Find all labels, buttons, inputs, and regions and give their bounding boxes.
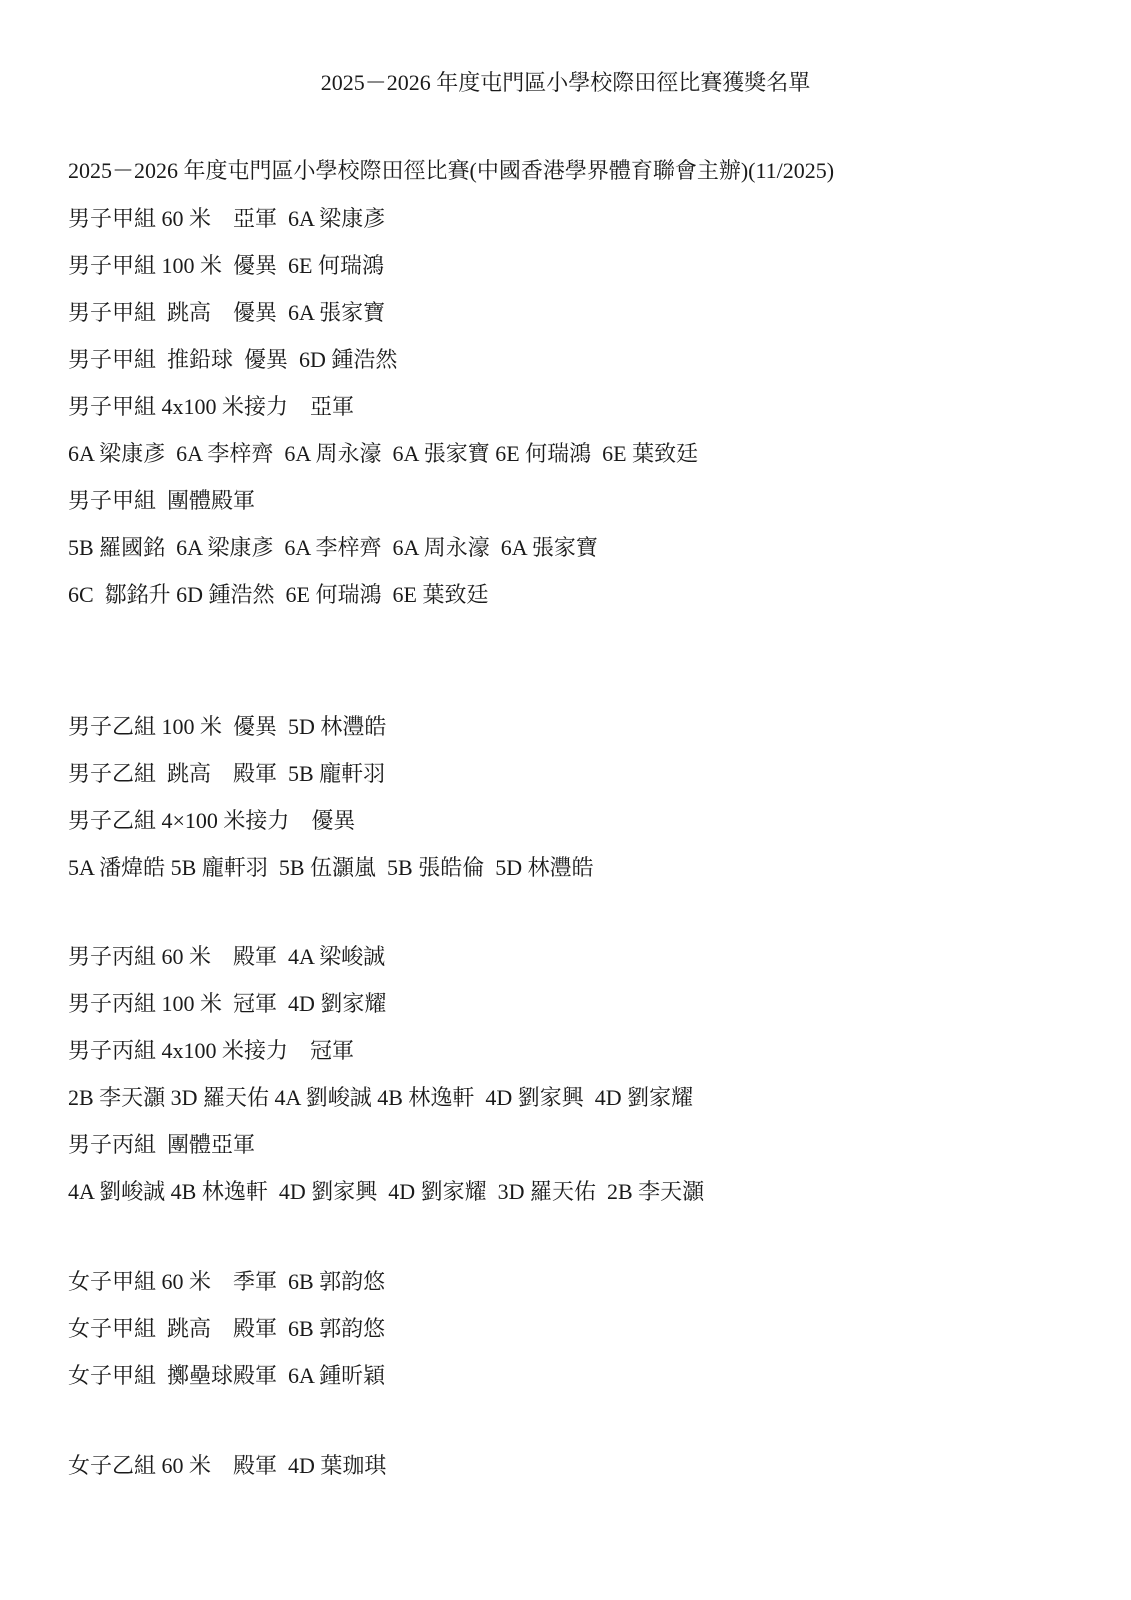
team-members-line: 5B 羅國銘 6A 梁康彥 6A 李梓齊 6A 周永濠 6A 張家寶 [68, 535, 598, 560]
result-line: 女子乙組 60 米 殿軍 4D 葉珈琪 [68, 1453, 387, 1478]
document-title: 2025－2026 年度屯門區小學校際田徑比賽獲獎名單 [320, 70, 811, 95]
result-line: 男子甲組 團體殿軍 [68, 488, 256, 513]
result-line: 女子甲組 60 米 季軍 6B 郭韵悠 [68, 1269, 386, 1294]
result-line: 男子乙組 跳高 殿軍 5B 龐軒羽 [68, 761, 386, 786]
team-members-line: 5A 潘煒皓 5B 龐軒羽 5B 伍灝嵐 5B 張皓倫 5D 林灃皓 [68, 855, 594, 880]
result-line: 男子乙組 100 米 優異 5D 林灃皓 [68, 714, 387, 739]
competition-heading: 2025－2026 年度屯門區小學校際田徑比賽(中國香港學界體育聯會主辦)(11/2025) [68, 158, 835, 183]
result-line: 男子甲組 100 米 優異 6E 何瑞鴻 [68, 253, 384, 278]
team-members-line: 2B 李天灝 3D 羅天佑 4A 劉峻誠 4B 林逸軒 4D 劉家興 4D 劉家耀 [68, 1085, 694, 1110]
result-line: 男子乙組 4×100 米接力 優異 [68, 808, 356, 833]
result-line: 男子丙組 4x100 米接力 冠軍 [68, 1038, 355, 1063]
result-line: 男子甲組 跳高 優異 6A 張家寶 [68, 300, 386, 325]
team-members-line: 6A 梁康彥 6A 李梓齊 6A 周永濠 6A 張家寶 6E 何瑞鴻 6E 葉致廷 [68, 441, 699, 466]
result-line: 男子丙組 60 米 殿軍 4A 梁峻誠 [68, 944, 386, 969]
result-line: 男子丙組 100 米 冠軍 4D 劉家耀 [68, 991, 387, 1016]
result-line: 男子甲組 推鉛球 優異 6D 鍾浩然 [68, 347, 398, 372]
result-line: 女子甲組 擲壘球殿軍 6A 鍾昕穎 [68, 1363, 386, 1388]
team-members-line: 6C 鄒銘升 6D 鍾浩然 6E 何瑞鴻 6E 葉致廷 [68, 582, 489, 607]
result-line: 男子甲組 60 米 亞軍 6A 梁康彥 [68, 206, 386, 231]
result-line: 男子丙組 團體亞軍 [68, 1132, 256, 1157]
team-members-line: 4A 劉峻誠 4B 林逸軒 4D 劉家興 4D 劉家耀 3D 羅天佑 2B 李天灝 [68, 1179, 705, 1204]
result-line: 女子甲組 跳高 殿軍 6B 郭韵悠 [68, 1316, 386, 1341]
result-line: 男子甲組 4x100 米接力 亞軍 [68, 394, 355, 419]
